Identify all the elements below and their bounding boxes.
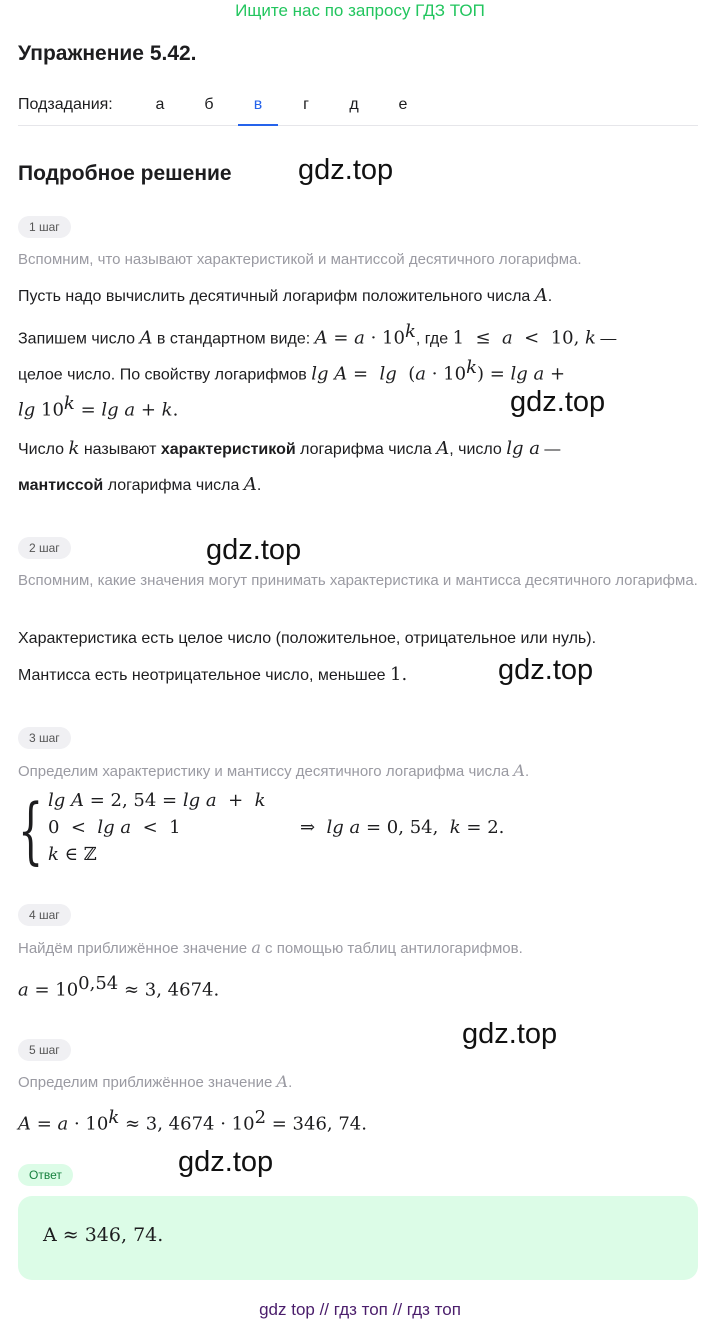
page-title: Упражнение 5.42. xyxy=(18,42,197,65)
tab-d[interactable]: д xyxy=(349,96,359,113)
subtasks-label: Подзадания: xyxy=(18,96,113,113)
tab-a[interactable]: а xyxy=(155,96,165,113)
text-span: , число xyxy=(449,441,507,458)
text-span: Пусть надо вычислить десятичный логарифм положительного числа xyxy=(18,288,535,305)
text-span: Мантисса есть неотрицательное число, меньшее xyxy=(18,667,391,684)
step-hint: Определим характеристику и мантиссу десятичного логарифма числа A. xyxy=(18,761,530,780)
step-badge: 5 шаг xyxy=(18,1039,71,1061)
step-formula: $a = 10^{0,54} \approx 3$, 4674. xyxy=(18,973,220,1001)
answer-box xyxy=(18,1196,698,1280)
step-badge: 1 шаг xyxy=(18,216,71,238)
watermark: gdz.top xyxy=(462,1018,558,1050)
watermark: gdz.top xyxy=(298,154,394,186)
text-span: логарифма числа xyxy=(103,477,244,494)
footer-links[interactable]: gdz top // гдз топ // гдз топ xyxy=(259,1300,461,1319)
text-span: Определим характеристику и мантиссу десятичного логарифма числа xyxy=(18,763,514,780)
text-span: , где xyxy=(415,330,453,348)
tab-v[interactable]: в xyxy=(238,96,278,126)
system-result: ⇒ lg a = 0, 54, k = 2. xyxy=(300,817,505,838)
brace: { xyxy=(18,788,44,872)
answer-value: A ≈ 346, 74. xyxy=(43,1224,164,1246)
step-badge: 3 шаг xyxy=(18,727,71,749)
step-hint: Найдём приближённое значение a с помощью таблиц антилогарифмов. xyxy=(18,938,523,957)
step-hint: Вспомним, что называют характеристикой и мантиссой десятичного логарифма. xyxy=(18,251,582,268)
text-span: в стандартном виде: xyxy=(152,330,315,348)
step-text: Характеристика есть целое число (положительное, отрицательное или нуль). xyxy=(18,630,597,647)
text-span: характеристикой xyxy=(160,441,296,458)
text-span: называют xyxy=(79,441,161,458)
step-text: Число k называют характеристикой логарифма числа A, число lg a — xyxy=(18,438,561,459)
step-text: Мантисса есть неотрицательное число, меньшее 1. xyxy=(18,664,408,685)
watermark: gdz.top xyxy=(206,534,302,566)
step-text: целое число. По свойству логарифмов $\lg A = \lg (a \cdot 10^k) = \lg a$ + xyxy=(18,357,566,385)
watermark: gdz.top xyxy=(178,1146,274,1178)
step-badge: 2 шаг xyxy=(18,537,71,559)
step-formula: $A = a \cdot 10^k \approx 3$, $4674 \cdot 10^2 = 346$, 74. xyxy=(18,1107,367,1135)
step-badge: 4 шаг xyxy=(18,904,71,926)
step-hint: Вспомним, какие значения могут принимать характеристика и мантисса десятичного логарифма. xyxy=(18,572,698,589)
system-line: 0 < lg a < 1 xyxy=(48,817,181,838)
step-hint: Определим приближённое значение A. xyxy=(18,1072,293,1091)
search-banner: Ищите нас по запросу ГДЗ ТОП xyxy=(235,1,485,20)
tab-e[interactable]: е xyxy=(398,96,408,113)
step-text: $\lg 10^k = \lg a + k$. xyxy=(18,393,179,421)
text-span: с помощью таблиц антилогарифмов. xyxy=(260,940,523,957)
watermark: gdz.top xyxy=(510,386,606,418)
text-span: Число xyxy=(18,441,69,458)
section-title: Подробное решение xyxy=(18,162,232,185)
tab-g[interactable]: г xyxy=(303,96,309,113)
text-span: Запишем число xyxy=(18,330,140,348)
equation-system xyxy=(18,788,618,872)
system-line: k ∈ ℤ xyxy=(48,844,97,865)
text-span: мантиссой xyxy=(18,477,104,494)
subtasks-bar xyxy=(18,92,698,126)
tab-b[interactable]: б xyxy=(204,96,214,113)
watermark: gdz.top xyxy=(498,654,594,686)
text-span: Определим приближённое значение xyxy=(18,1074,277,1091)
system-line: lg A = 2, 54 = lg a + k xyxy=(48,790,266,811)
step-text: Пусть надо вычислить десятичный логарифм положительного числа A. xyxy=(18,285,553,306)
step-text: мантиссой логарифма числа A. xyxy=(18,474,262,495)
step-text: Запишем число A в стандартном виде: $A = a \cdot 10^k$, где 1 ≤ a < 10, k — xyxy=(18,321,617,349)
answer-badge: Ответ xyxy=(18,1164,73,1186)
text-span: логарифма числа xyxy=(295,441,437,458)
text-span: целое число. По свойству логарифмов xyxy=(18,366,312,384)
text-span: Найдём приближённое значение xyxy=(18,940,252,957)
